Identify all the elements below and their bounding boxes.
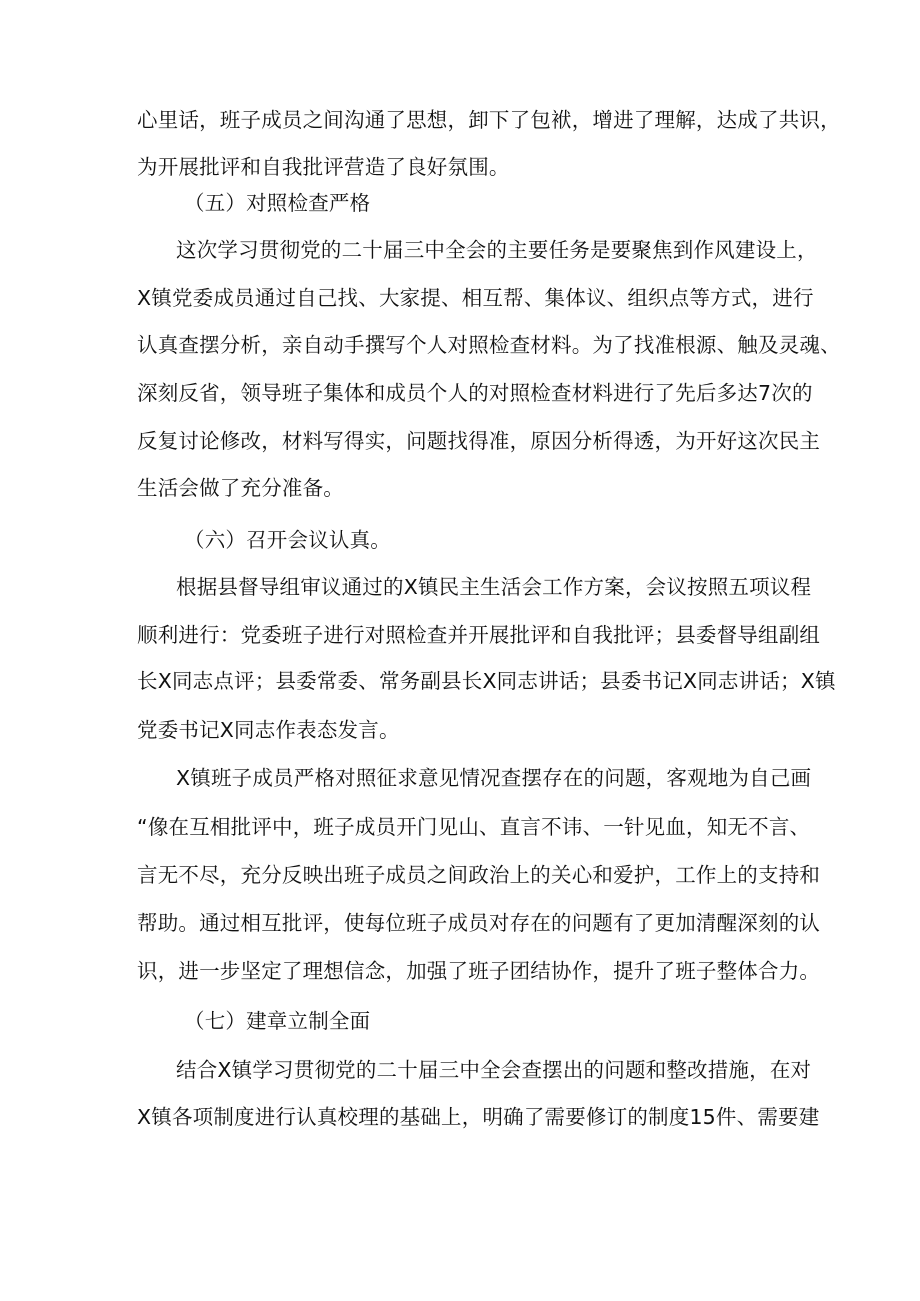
- section-heading: （五）对照检查严格: [184, 191, 371, 215]
- paragraph-line: “像在互相批评中，班子成员开门见山、直言不讳、一针见血，知无不言、: [137, 815, 811, 839]
- paragraph-line: 深刻反省，领导班子集体和成员个人的对照检查材料进行了先后多达7次的: [137, 381, 813, 405]
- paragraph-line: 这次学习贯彻党的二十届三中全会的主要任务是要聚焦到作风建设上，: [176, 238, 818, 262]
- paragraph-line: X镇班子成员严格对照征求意见情况查摆存在的问题，客观地为自己画: [176, 766, 812, 790]
- section-heading: （七）建章立制全面: [184, 1009, 371, 1033]
- paragraph-line: 认真查摆分析，亲自动手撰写个人对照检查材料。为了找准根源、触及灵魂、: [137, 333, 841, 357]
- paragraph-line: 帮助。通过相互批评，使每位班子成员对存在的问题有了更加清醒深刻的认: [137, 911, 821, 935]
- paragraph-line: 生活会做了充分准备。: [137, 476, 344, 500]
- paragraph-line: 党委书记X同志作表态发言。: [137, 718, 400, 742]
- paragraph-line: 言无不尽，充分反映出班子成员之间政治上的关心和爱护，工作上的支持和: [137, 863, 821, 887]
- section-heading: （六）召开会议认真。: [184, 528, 391, 552]
- paragraph-line: 为开展批评和自我批评营造了良好氛围。: [137, 155, 510, 179]
- paragraph-line: 顺利进行：党委班子进行对照检查并开展批评和自我批评；县委督导组副组: [137, 623, 821, 647]
- paragraph-line: 根据县督导组审议通过的X镇民主生活会工作方案，会议按照五项议程: [176, 575, 812, 599]
- paragraph-line: 反复讨论修改，材料写得实，问题找得准，原因分析得透，为开好这次民主: [137, 429, 821, 453]
- paragraph-line: X镇党委成员通过自己找、大家提、相互帮、集体议、组织点等方式，进行: [137, 286, 814, 310]
- paragraph-line: X镇各项制度进行认真校理的基础上，明确了需要修订的制度15件、需要建: [137, 1105, 820, 1129]
- paragraph-line: 长X同志点评；县委常委、常务副县长X同志讲话；县委书记X同志讲话；X镇: [137, 669, 836, 693]
- paragraph-line: 识，进一步坚定了理想信念，加强了班子团结协作，提升了班子整体合力。: [137, 959, 821, 983]
- paragraph-line: 心里话，班子成员之间沟通了思想，卸下了包袱，增进了理解，达成了共识，: [137, 108, 841, 132]
- paragraph-line: 结合X镇学习贯彻党的二十届三中全会查摆出的问题和整改措施，在对: [176, 1058, 812, 1082]
